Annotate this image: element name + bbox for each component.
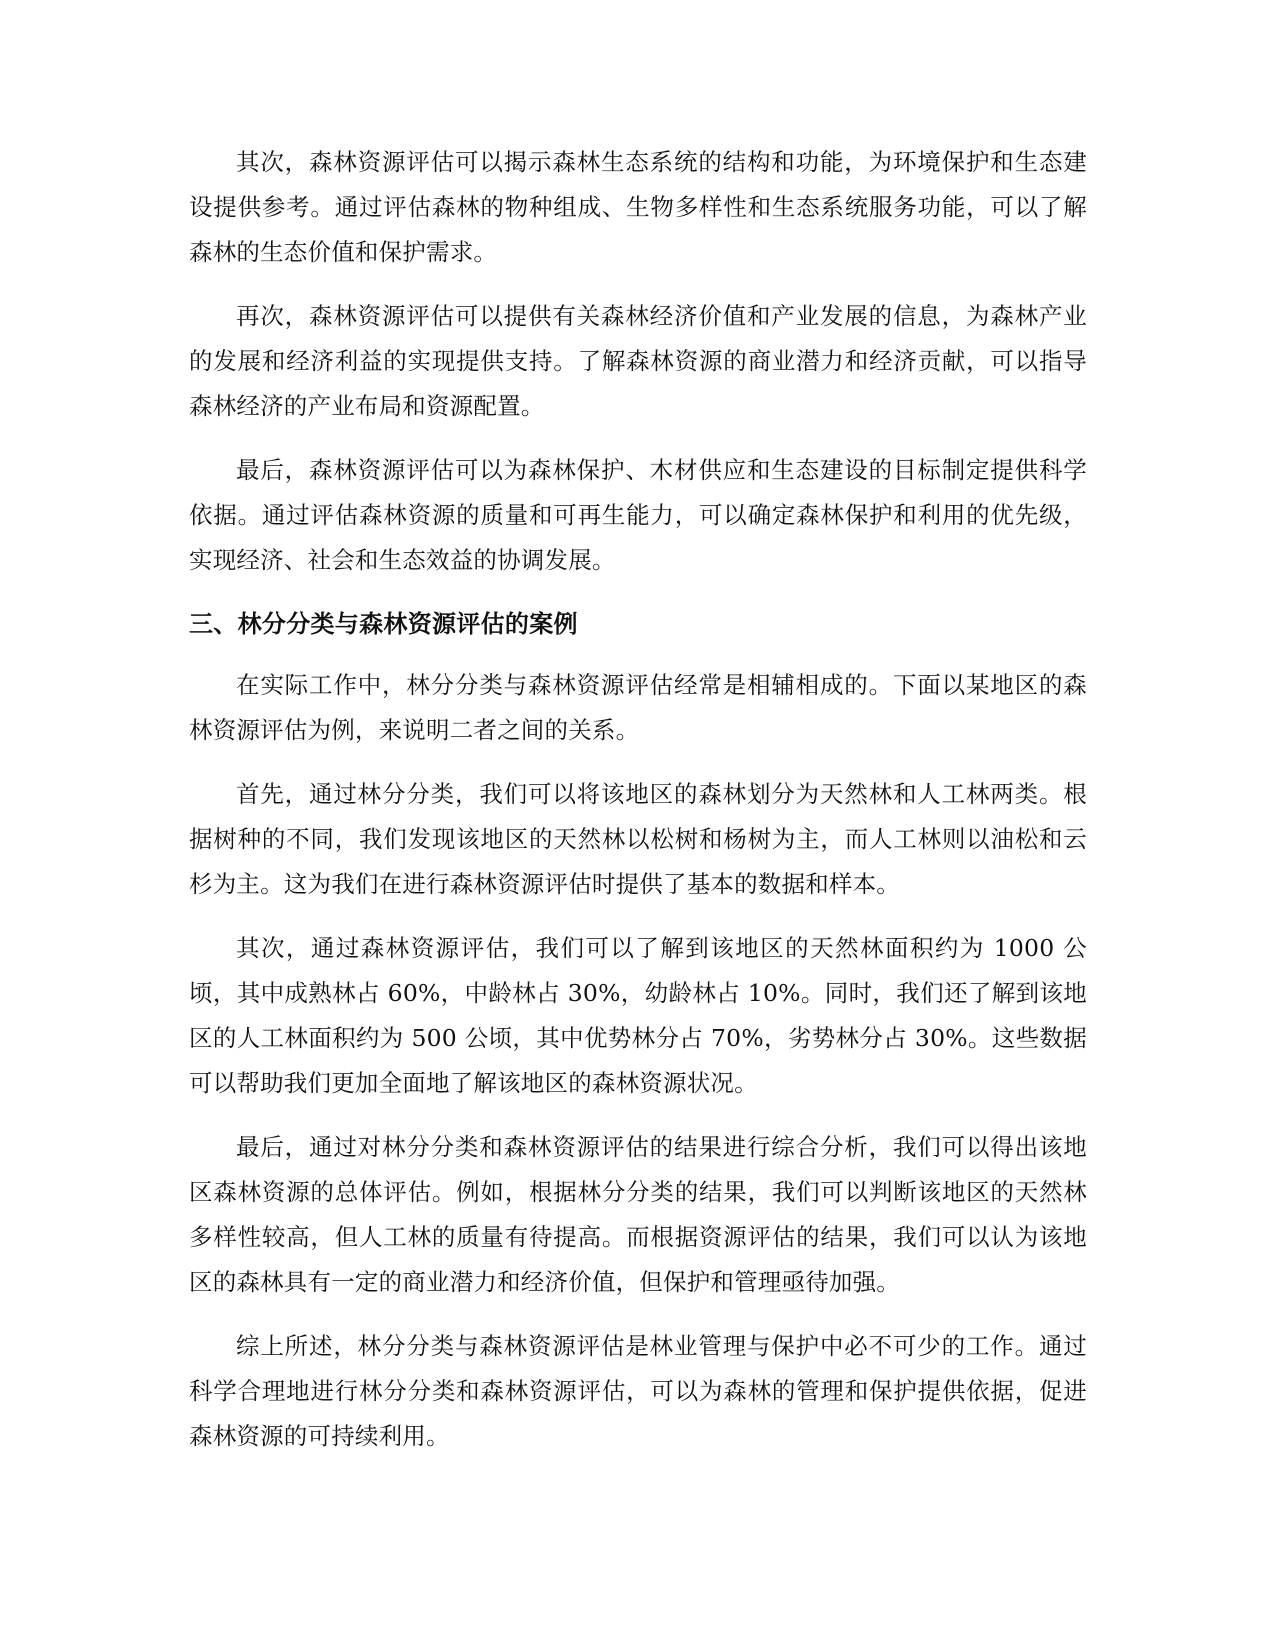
paragraph-ecology-value: 其次，森林资源评估可以揭示森林生态系统的结构和功能，为环境保护和生态建设提供参考。通过评估森林的物种组成、生物多样性和生态系统服务功能，可以了解森林的生态价值和保护需求。 xyxy=(189,148,1087,266)
paragraph-conclusion: 综上所述，林分分类与森林资源评估是林业管理与保护中必不可少的工作。通过科学合理地进行林分分类和森林资源评估，可以为森林的管理和保护提供依据，促进森林资源的可持续利用。 xyxy=(189,1332,1087,1450)
paragraph-resource-statistics: 其次，通过森林资源评估，我们可以了解到该地区的天然林面积约为 1000 公顷，其中成熟林占 60%，中龄林占 30%，幼龄林占 10%。同时，我们还了解到该地区的人工林面积约为 500 公顷，其中优势林分占 70%，劣势林分占 30%。这些数据可以帮助我们更加全面地了解该地区的森林资源状况。 xyxy=(189,934,1087,1097)
paragraph-case-intro: 在实际工作中，林分分类与森林资源评估经常是相辅相成的。下面以某地区的森林资源评估为例，来说明二者之间的关系。 xyxy=(189,671,1087,744)
paragraph-economic-value: 再次，森林资源评估可以提供有关森林经济价值和产业发展的信息，为森林产业的发展和经济利益的实现提供支持。了解森林资源的商业潜力和经济贡献，可以指导森林经济的产业布局和资源配置。 xyxy=(189,302,1087,420)
paragraph-comprehensive-analysis: 最后，通过对林分分类和森林资源评估的结果进行综合分析，我们可以得出该地区森林资源的总体评估。例如，根据林分分类的结果，我们可以判断该地区的天然林多样性较高，但人工林的质量有待提高。而根据资源评估的结果，我们可以认为该地区的森林具有一定的商业潜力和经济价值，但保护和管理亟待加强。 xyxy=(189,1133,1087,1296)
paragraph-stand-classification: 首先，通过林分分类，我们可以将该地区的森林划分为天然林和人工林两类。根据树种的不同，我们发现该地区的天然林以松树和杨树为主，而人工林则以油松和云杉为主。这为我们在进行森林资源评估时提供了基本的数据和样本。 xyxy=(189,780,1087,898)
paragraph-scientific-basis: 最后，森林资源评估可以为森林保护、木材供应和生态建设的目标制定提供科学依据。通过评估森林资源的质量和可再生能力，可以确定森林保护和利用的优先级，实现经济、社会和生态效益的协调发展。 xyxy=(189,456,1087,574)
document-body xyxy=(189,140,1087,1478)
section-heading: 三、林分分类与森林资源评估的案例 xyxy=(189,610,578,638)
